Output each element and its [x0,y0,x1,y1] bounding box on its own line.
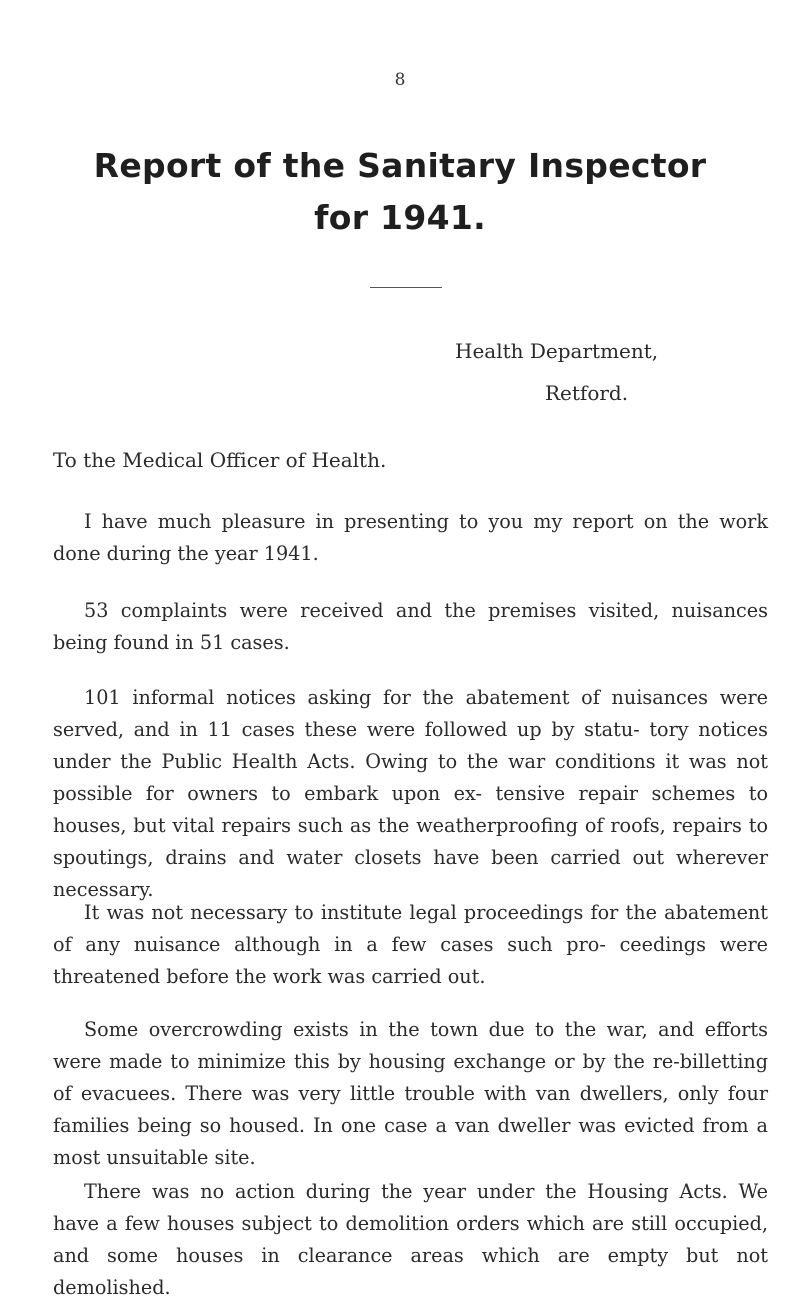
salutation: To the Medical Officer of Health. [53,448,387,472]
paragraph-notices: 101 informal notices asking for the abatement of nuisances were served, and in 11 cases these were followed up by statu- tory notices under the Public Health Acts. Owing to the war conditions it was not possible for owners to embark upon ex- tensive repair schemes to houses, but vital repairs such as the weatherproofing of roofs, repairs to spoutings, drains and water closets have been carried out wherever necessary. [53,686,768,901]
paragraph-complaints: 53 complaints were received and the premises visited, nuisances being found in 51 cases. [53,599,768,654]
address-department: Health Department, [455,339,659,363]
title-line-2: for 1941. [314,198,486,237]
paragraph-legal-proceedings: It was not necessary to institute legal proceedings for the abatement of any nuisance although in a few cases such pro- ceedings were threatened before the work was carried out. [53,901,768,988]
page-title [0,140,800,244]
paragraph-housing-acts: There was no action during the year under the Housing Acts. We have a few houses subject to demolition orders which are still occupied, and some houses in clearance areas which are empty but not demolished. [53,1180,768,1299]
page-number: 8 [394,70,406,90]
paragraph-introduction: I have much pleasure in presenting to you my report on the work done during the year 1941. [53,510,768,565]
address-town: Retford. [545,381,629,405]
title-divider [370,287,442,288]
paragraph-overcrowding: Some overcrowding exists in the town due to the war, and efforts were made to minimize this by housing exchange or by the re-billetting of evacuees. There was very little trouble with van dwellers, only four families being so housed. In one case a van dweller was evicted from a most unsuitable site. [53,1018,768,1169]
title-line-1: Report of the Sanitary Inspector [93,146,707,185]
